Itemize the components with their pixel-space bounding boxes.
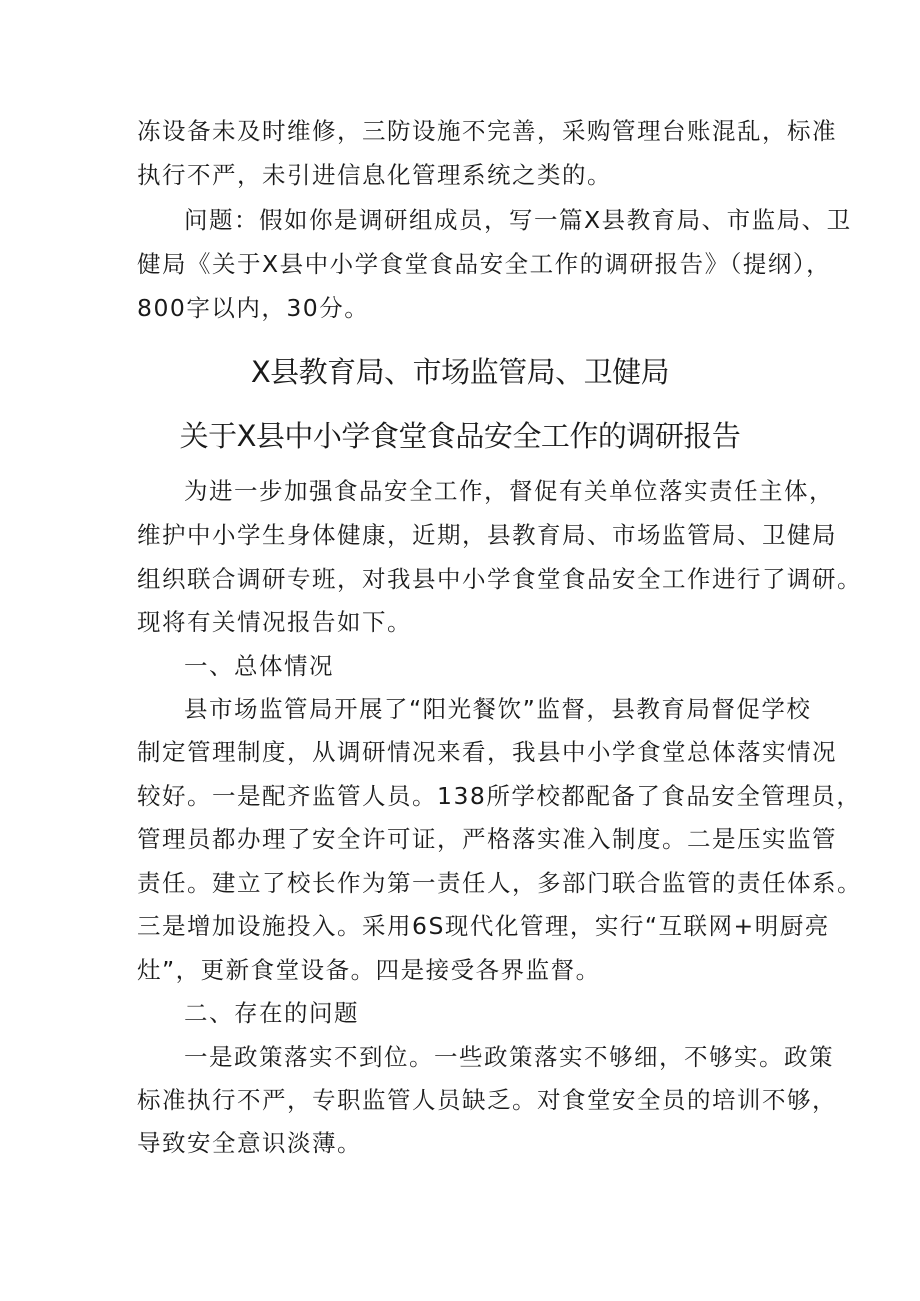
section2-line-3: 导致安全意识淡薄。 — [137, 1129, 362, 1157]
section1-line-4: 管理员都办理了安全许可证，严格落实准入制度。二是压实监管 — [137, 825, 837, 853]
intro-line-1: 冻设备未及时维修，三防设施不完善，采购管理台账混乱，标准 — [137, 117, 837, 145]
opening-line-3: 组织联合调研专班，对我县中小学食堂食品安全工作进行了调研。 — [137, 565, 862, 593]
section1-line-7: 灶”，更新食堂设备。四是接受各界监督。 — [137, 956, 601, 984]
section2-line-2: 标准执行不严，专职监管人员缺乏。对食堂安全员的培训不够， — [137, 1086, 837, 1114]
section1-heading: 一、总体情况 — [184, 652, 334, 680]
intro-line-2: 执行不严，未引进信息化管理系统之类的。 — [137, 161, 612, 189]
section1-line-6: 三是增加设施投入。采用6S现代化管理，实行“互联网+明厨亮 — [137, 912, 830, 940]
section1-line-5: 责任。建立了校长作为第一责任人，多部门联合监管的责任体系。 — [137, 869, 862, 897]
section1-line-1: 县市场监管局开展了“阳光餐饮”监督，县教育局督促学校 — [184, 695, 812, 723]
section1-line-2: 制定管理制度，从调研情况来看，我县中小学食堂总体落实情况 — [137, 738, 837, 766]
section1-line-3: 较好。一是配齐监管人员。138所学校都配备了食品安全管理员， — [137, 782, 862, 810]
opening-line-2: 维护中小学生身体健康，近期，县教育局、市场监管局、卫健局 — [137, 521, 837, 549]
report-title-line-1: X县教育局、市场监管局、卫健局 — [250, 355, 670, 389]
section2-line-1: 一是政策落实不到位。一些政策落实不够细，不够实。政策 — [184, 1043, 834, 1071]
section2-heading: 二、存在的问题 — [184, 999, 359, 1027]
opening-line-4: 现将有关情况报告如下。 — [137, 608, 412, 636]
opening-line-1: 为进一步加强食品安全工作，督促有关单位落实责任主体， — [184, 477, 834, 505]
question-line-3: 800字以内，30分。 — [137, 294, 370, 322]
question-line-2: 健局《关于X县中小学食堂食品安全工作的调研报告》（提纲）， — [137, 250, 832, 278]
report-title-line-2: 关于X县中小学食堂食品安全工作的调研报告 — [179, 419, 741, 453]
question-line-1: 问题：假如你是调研组成员，写一篇X县教育局、市监局、卫 — [184, 206, 852, 234]
